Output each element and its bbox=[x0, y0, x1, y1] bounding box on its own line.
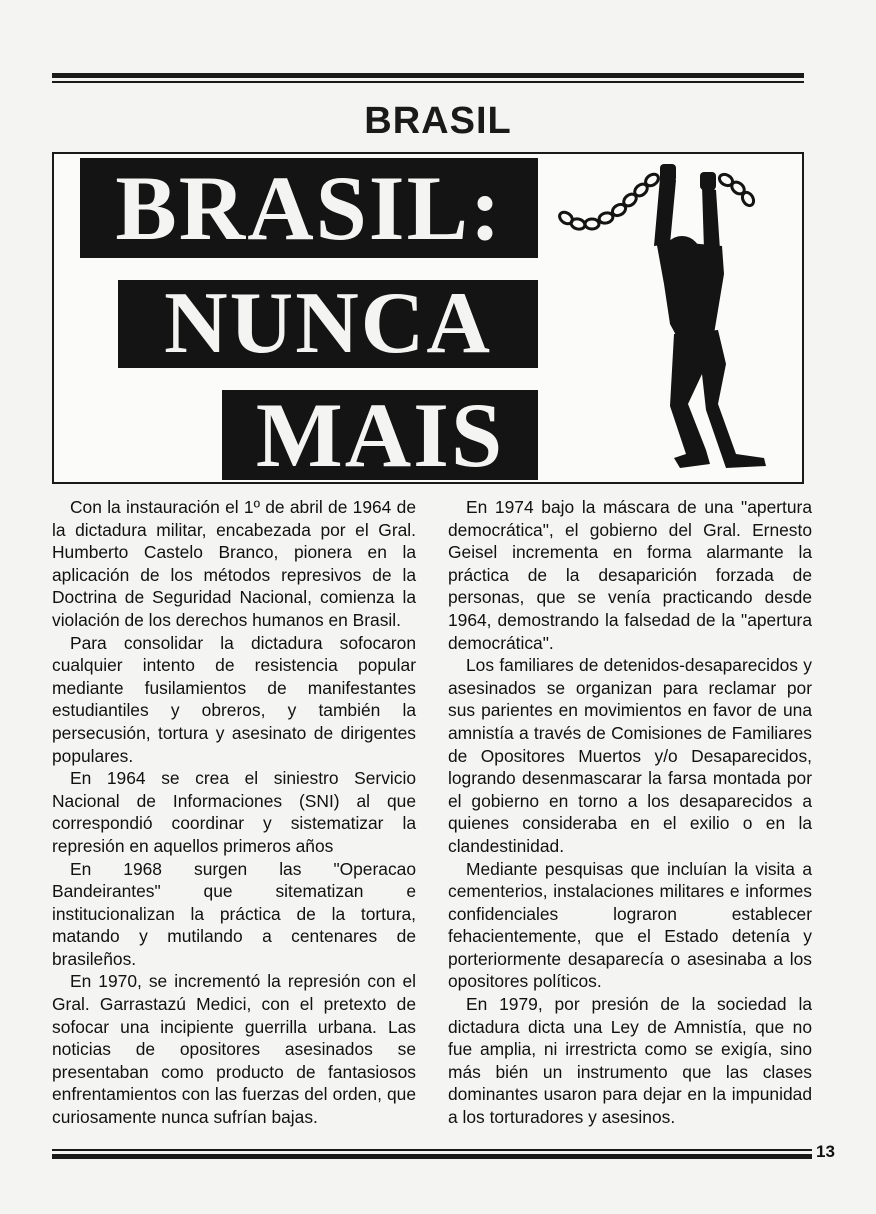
headline-line-1-block bbox=[80, 158, 538, 258]
page-number: 13 bbox=[816, 1142, 835, 1161]
paragraph: En 1979, por presión de la sociedad la dictadura dicta una Ley de Amnistía, que no fue amplia, ni irrestricta como se exigía, sino más bién un instrumento que las clases dominantes usaron para dejar en la impunidad a los torturadores y asesinos. bbox=[448, 994, 812, 1128]
paragraph: En 1964 se crea el siniestro Servicio Nacional de Informaciones (SNI) al que correspondió coordinar y sistematizar la represión en aquellos primeros años bbox=[52, 768, 416, 856]
paragraph: Para consolidar la dictadura sofocaron cualquier intento de resistencia popular mediante fusilamientos de manifestantes estudiantiles y obreros, y también la persecusión, tortura y asesinato de dirigentes populares. bbox=[52, 632, 416, 766]
left-column bbox=[52, 496, 416, 1136]
paragraph: En 1970, se incrementó la represión con el Gral. Garrastazú Medici, con el pretexto de sofocar una incipiente guerrilla urbana. Las noticias de opositores asesinados se presentaban como producto de fantasiosos enfrentamientos con las fuerzas del orden, que curiosamente nunca sufrían bajas. bbox=[52, 971, 416, 1128]
chained-prisoner-silhouette-icon bbox=[474, 154, 804, 480]
article-body bbox=[52, 496, 812, 1136]
section-title: BRASIL bbox=[364, 100, 512, 142]
paragraph: Los familiares de detenidos-desaparecidos y asesinados se organizan para reclamar por sus parientes en movimientos en favor de una amnistía a través de Comisiones de Familiares de Opositores Muertos y/o Desaparecidos, logrando desenmascarar la farsa montada por el gobierno en torno a los desaparecidos a quienes consideraba en el exilio o en la clandestinidad. bbox=[448, 655, 812, 856]
paragraph: En 1968 surgen las "Operacao Bandeirantes" que sitematizan e institucionalizan la práctica de la tortura, matando y mutilando a centenares de brasileños. bbox=[52, 858, 416, 969]
right-column bbox=[448, 496, 812, 1136]
headline-line-1: BRASIL: bbox=[115, 157, 503, 259]
headline-banner bbox=[52, 152, 804, 484]
bottom-rule bbox=[52, 1146, 812, 1159]
top-rule bbox=[52, 73, 804, 83]
paragraph: En 1974 bajo la máscara de una "apertura democrática", el gobierno del Gral. Ernesto Geisel incrementa en forma alarmante la práctica de la desaparición forzada de personas, que se venía practicando desde 1964, demostrando la falsedad de la "apertura democrática". bbox=[448, 497, 812, 653]
paragraph: Mediante pesquisas que incluían la visita a cementerios, instalaciones militares e informes confidenciales lograron establecer fehacientemente, que el Estado detenía y porteriormente desaparecía o asesinaba a los opositores políticos. bbox=[448, 858, 812, 992]
paragraph: Con la instauración el 1º de abril de 1964 de la dictadura militar, encabezada por el Gral. Humberto Castelo Branco, pionera en la aplicación de los métodos represivos de la Doctrina de Seguridad Nacional, comienza la violación de los derechos humanos en Brasil. bbox=[52, 497, 416, 630]
headline-line-2: NUNCA bbox=[164, 275, 492, 372]
headline-line-3: MAIS bbox=[255, 384, 505, 486]
